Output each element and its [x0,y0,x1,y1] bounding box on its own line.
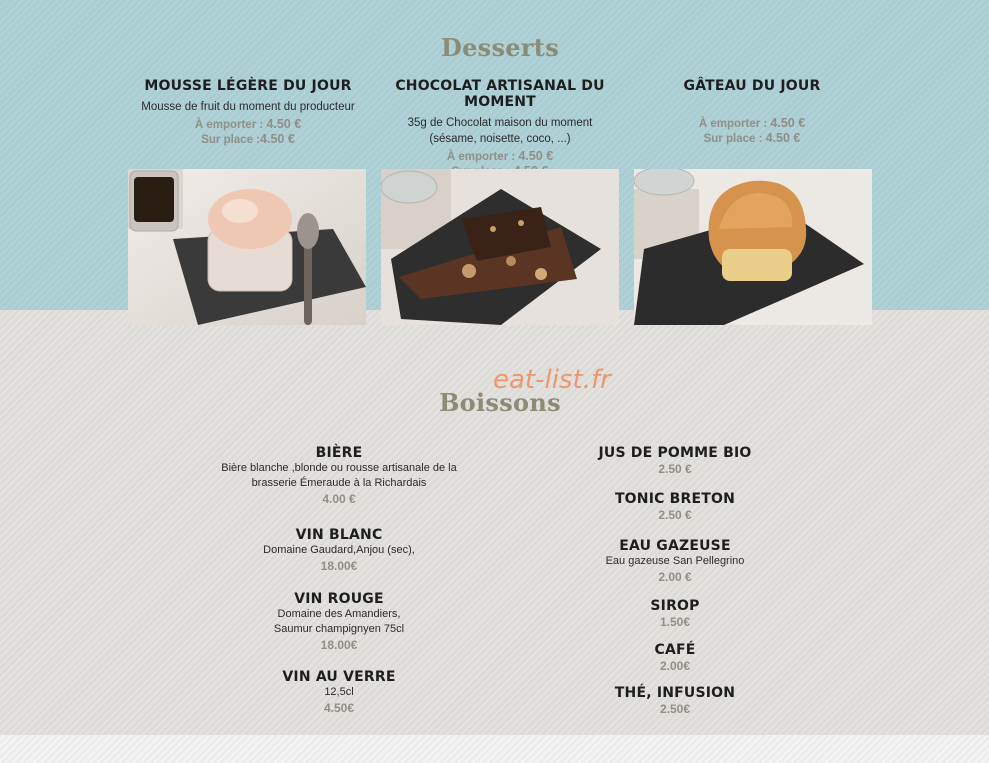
drink-price: 4.50€ [323,701,355,715]
dessert-name: MOUSSE LÉGÈRE DU JOUR [144,78,352,94]
drink-name: VIN ROUGE [294,591,384,607]
price-takeaway: À emporter : 4.50 € [194,117,302,131]
drink-description: Domaine Gaudard,Anjou (sec), [263,544,415,556]
drink-price: 1.50€ [659,615,691,629]
drink-description: 12,5cl [324,686,354,698]
dessert-description-line-2: (sésame, noisette, coco, ...) [429,133,571,145]
drink-description-line-2: Saumur champignyen 75cl [273,623,405,635]
drink-price: 18.00€ [320,559,358,573]
drink-name: VIN AU VERRE [282,669,396,685]
price-takeaway: À emporter : 4.50 € [698,116,806,130]
boissons-title: Boissons [439,388,561,417]
drink-name: JUS DE POMME BIO [598,445,752,461]
drink-item-cafe [525,642,825,673]
drink-name: VIN BLANC [295,527,383,543]
drink-description: Eau gazeuse San Pellegrino [605,555,745,567]
drink-price: 2.50 € [658,508,692,522]
dessert-item-gateau [622,78,882,146]
drink-description-line-2: brasserie Émeraude à la Richardais [251,477,427,489]
price-takeaway: À emporter : 4.50 € [446,149,554,163]
price-onsite: Sur place : 4.50 € [703,131,801,145]
drink-name: THÉ, INFUSION [614,685,736,701]
drink-price: 2.50€ [659,702,691,716]
drink-name: CAFÉ [654,642,696,658]
drink-price: 2.50 € [658,462,692,476]
drink-item-sirop [525,598,825,629]
page-footer-strip [0,735,989,763]
mousse-glass-image [128,169,366,325]
drink-item-jus-de-pomme [525,445,825,476]
price-onsite: Sur place :4.50 € [201,132,295,146]
drink-name: BIÈRE [315,445,363,461]
drink-item-eau-gazeuse [525,538,825,584]
drink-item-vin-blanc [189,527,489,573]
drink-price: 4.00 € [322,492,356,506]
drink-name: EAU GAZEUSE [619,538,731,554]
chocolate-bars-image [381,169,619,325]
drink-description-line-1: Bière blanche ,blonde ou rousse artisanale de la [221,462,457,474]
desserts-title: Desserts [440,33,560,62]
drink-item-tonic-breton [525,491,825,522]
dessert-name: CHOCOLAT ARTISANAL DU MOMENT [395,78,605,110]
drink-name: TONIC BRETON [614,491,736,507]
drink-price: 18.00€ [320,638,358,652]
drink-item-biere [189,445,489,506]
dessert-description: Mousse de fruit du moment du producteur [141,101,355,113]
drink-description-line-1: Domaine des Amandiers, [277,608,401,620]
dessert-item-chocolat [370,78,630,179]
dessert-item-mousse [118,78,378,147]
dessert-description-line-1: 35g de Chocolat maison du moment [407,117,593,129]
drink-price: 2.00€ [659,659,691,673]
drink-item-vin-au-verre [189,669,489,715]
dessert-name: GÂTEAU DU JOUR [683,78,821,94]
drink-name: SIROP [650,598,700,614]
watermark-text: eat-list.fr [493,365,611,395]
drink-price: 2.00 € [658,570,692,584]
muffin-image [634,169,872,325]
drink-item-vin-rouge [189,591,489,652]
drink-item-the-infusion [525,685,825,716]
